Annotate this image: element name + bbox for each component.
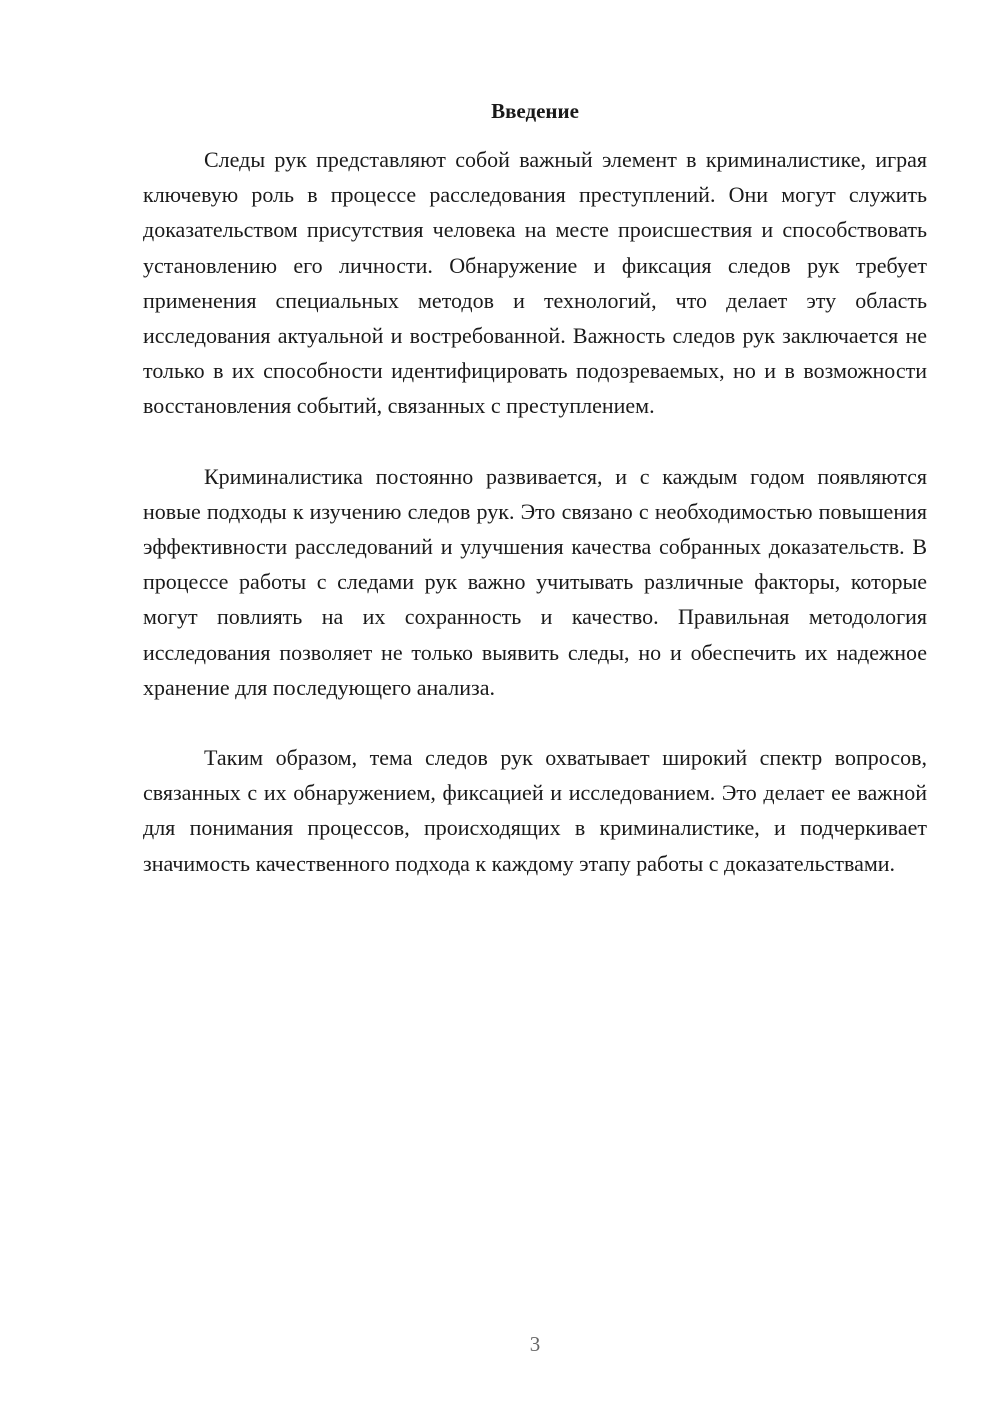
paragraph-1: Следы рук представляют собой важный элемент в криминалистике, играя ключевую роль в процессе расследования преступлений. Они могут служить доказательством присутствия человека на месте происшествия и способствовать установлению его личности. Обнаружение и фиксация следов рук требует применения специальных методов и технологий, что делает эту область исследования актуальной и востребованной. Важность следов рук заключается не только в их способности идентифицировать подозреваемых, но и в возможности восстановления событий, связанных с преступлением. (143, 147, 927, 419)
paragraph-2: Криминалистика постоянно развивается, и с каждым годом появляются новые подходы к изучению следов рук. Это связано с необходимостью повышения эффективности расследований и улучшения качества собранных доказательств. В процессе работы с следами рук важно учитывать различные факторы, которые могут повлиять на их сохранность и качество. Правильная методология исследования позволяет не только выявить следы, но и обеспечить их надежное хранение для последующего анализа. (143, 463, 927, 700)
body-text (143, 142, 927, 916)
paragraph-3: Таким образом, тема следов рук охватывает широкий спектр вопросов, связанных с их обнаружением, фиксацией и исследованием. Это делает ее важной для понимания процессов, происходящих в криминалистике, и подчеркивает значимость качественного подхода к каждому этапу работы с доказательствами. (143, 745, 927, 876)
page-number: 3 (529, 1332, 541, 1356)
page-title: Введение (491, 99, 579, 123)
